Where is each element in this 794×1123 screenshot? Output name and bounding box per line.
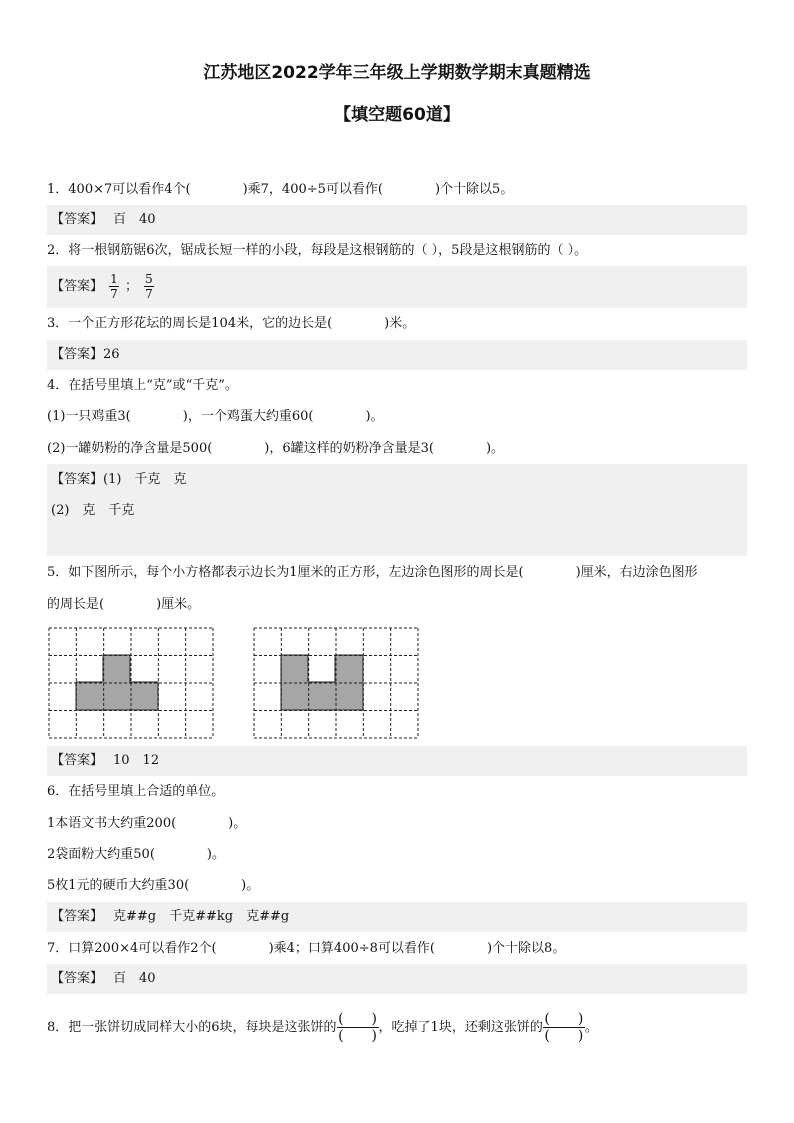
question-8 (47, 1010, 598, 1046)
answer-label: 【答案】 (51, 212, 104, 227)
answer-2-fraction-a: $\frac{1}{7}$ (110, 272, 118, 301)
answer-label: 【答案】 (51, 472, 104, 487)
question-2: 2．将一根钢筋锯6次，锯成长短一样的小段，每段是这根钢筋的（ ），5段是这根钢筋的（ ）。 (47, 243, 588, 258)
answer-label: 【答案】 (51, 279, 104, 294)
question-6-part-2: 2袋面粉大约重50( )。 (47, 847, 225, 862)
answer-6-box (47, 902, 747, 932)
answer-5-box (47, 746, 747, 776)
right-grid-figure (253, 627, 421, 739)
question-5-line-2: 的周长是( )厘米。 (47, 597, 201, 612)
answer-label: 【答案】 (51, 753, 104, 768)
answer-3: 26 (103, 347, 120, 362)
question-4-part-1: (1)一只鸡重3( )，一个鸡蛋大约重60( )。 (47, 409, 384, 424)
question-3: 3．一个正方形花坛的周长是104米，它的边长是( )米。 (47, 316, 416, 331)
answer-1-box (47, 205, 747, 235)
answer-2-separator: ； (124, 279, 138, 294)
document-title: 江苏地区2022学年三年级上学期数学期末真题精选 (203, 63, 591, 83)
question-8-text-b: ，吃掉了1块，还剩这张饼的 (378, 1020, 543, 1035)
question-7: 7．口算200×4可以看作2个( )乘4；口算400÷8可以看作( )个十除以8。 (47, 941, 566, 956)
question-8-blank-fraction-2: ( ) ( ) (544, 1011, 584, 1044)
question-1: 1．400×7可以看作4个( )乘7，400÷5可以看作( )个十除以5。 (47, 182, 514, 197)
answer-2-fraction-b: $\frac{5}{7}$ (145, 272, 153, 301)
answer-7-box (47, 964, 747, 994)
question-8-text-a: 8．把一张饼切成同样大小的6块，每块是这张饼的 (47, 1020, 337, 1035)
question-5-line-1: 5．如下图所示，每个小方格都表示边长为1厘米的正方形，左边涂色图形的周长是( )厘米，右边涂色图形 (47, 565, 698, 580)
answer-6: 克##g 千克##kg 克##g (113, 909, 290, 924)
answer-label: 【答案】 (51, 347, 104, 362)
question-4-part-2: (2)一罐奶粉的净含量是500( )，6罐这样的奶粉净含量是3( )。 (47, 441, 505, 456)
question-8-text-c: 。 (584, 1020, 598, 1035)
question-6-part-3: 5枚1元的硬币大约重30( )。 (47, 878, 260, 893)
answer-1: 百 40 (113, 212, 156, 227)
answer-label: 【答案】 (51, 971, 104, 986)
question-4: 4．在括号里填上“克”或“千克”。 (47, 378, 238, 393)
left-grid-figure (48, 627, 216, 739)
answer-3-box (47, 340, 747, 370)
question-6-part-1: 1本语文书大约重200( )。 (47, 816, 247, 831)
answer-7: 百 40 (113, 971, 156, 986)
answer-4-part-1: (1) 千克 克 (103, 472, 187, 487)
answer-4-box (47, 464, 747, 556)
question-8-blank-fraction-1: ( ) ( ) (338, 1011, 378, 1044)
answer-2-box (47, 266, 747, 308)
answer-label: 【答案】 (51, 909, 104, 924)
document-subtitle: 【填空题60道】 (334, 105, 460, 125)
answer-5: 10 12 (113, 753, 160, 768)
answer-4-part-2: (2) 克 千克 (51, 503, 135, 518)
question-6: 6．在括号里填上合适的单位。 (47, 784, 225, 799)
